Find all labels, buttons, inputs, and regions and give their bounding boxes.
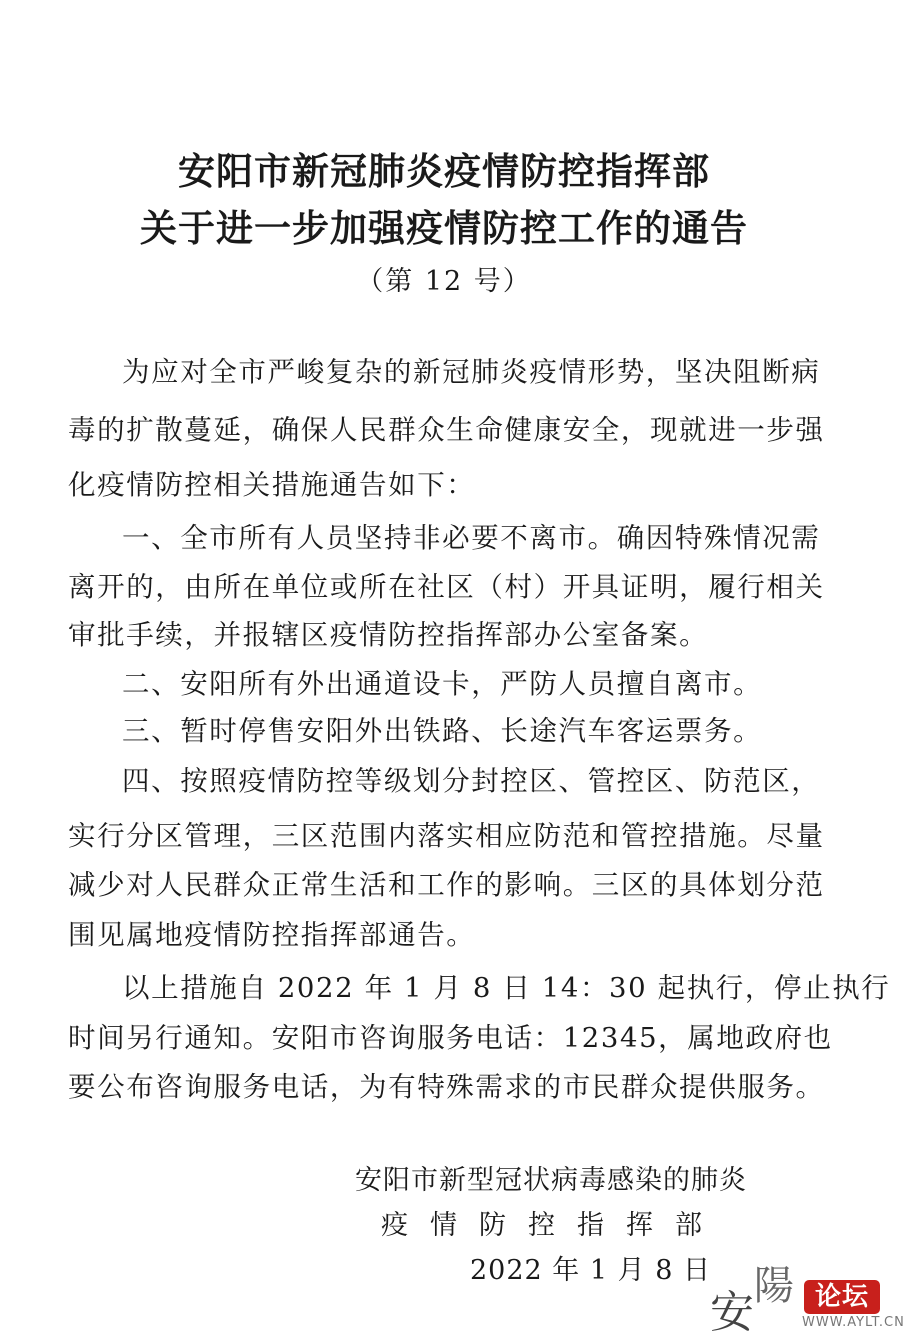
body-line: 三、暂时停售安阳外出铁路、长途汽车客运票务。 (122, 715, 763, 747)
body-line: 离开的，由所在单位或所在社区（村）开具证明，履行相关 (68, 571, 825, 603)
watermark-char-yang: 陽 (754, 1263, 794, 1309)
body-line: 二、安阳所有外出通道设卡，严防人员擅自离市。 (122, 668, 763, 700)
document-number: （第 12 号） (356, 266, 532, 297)
watermark-badge: 论坛 (804, 1280, 880, 1314)
document-title-line2: 关于进一步加强疫情防控工作的通告 (140, 206, 748, 250)
body-line: 审批手续，并报辖区疫情防控指挥部办公室备案。 (68, 619, 709, 651)
body-line: 实行分区管理，三区范围内落实相应防范和管控措施。尽量 (68, 820, 825, 852)
body-line: 一、全市所有人员坚持非必要不离市。确因特殊情况需 (122, 522, 821, 554)
forum-watermark (706, 1254, 905, 1338)
body-line: 时间另行通知。安阳市咨询服务电话：12345，属地政府也 (68, 1022, 833, 1054)
body-line: 以上措施自 2022 年 1 月 8 日 14：30 起执行，停止执行 (122, 972, 891, 1004)
body-line: 化疫情防控相关措施通告如下： (68, 469, 476, 501)
body-line: 为应对全市严峻复杂的新冠肺炎疫情形势，坚决阻断病 (122, 356, 821, 388)
body-line: 围见属地疫情防控指挥部通告。 (68, 919, 476, 951)
document-title-line1: 安阳市新冠肺炎疫情防控指挥部 (178, 149, 710, 193)
signature-org-line1: 安阳市新型冠状病毒感染的肺炎 (355, 1165, 747, 1196)
signature-date: 2022 年 1 月 8 日 (470, 1255, 711, 1286)
body-line: 要公布咨询服务电话，为有特殊需求的市民群众提供服务。 (68, 1071, 825, 1103)
watermark-char-an: 安 (710, 1287, 754, 1338)
signature-org-line2: 疫情防控指挥部 (381, 1210, 724, 1241)
body-line: 四、按照疫情防控等级划分封控区、管控区、防范区， (122, 765, 821, 797)
body-line: 毒的扩散蔓延，确保人民群众生命健康安全，现就进一步强 (68, 414, 825, 446)
watermark-url: WWW.AYLT.CN (802, 1315, 905, 1330)
body-line: 减少对人民群众正常生活和工作的影响。三区的具体划分范 (68, 869, 825, 901)
